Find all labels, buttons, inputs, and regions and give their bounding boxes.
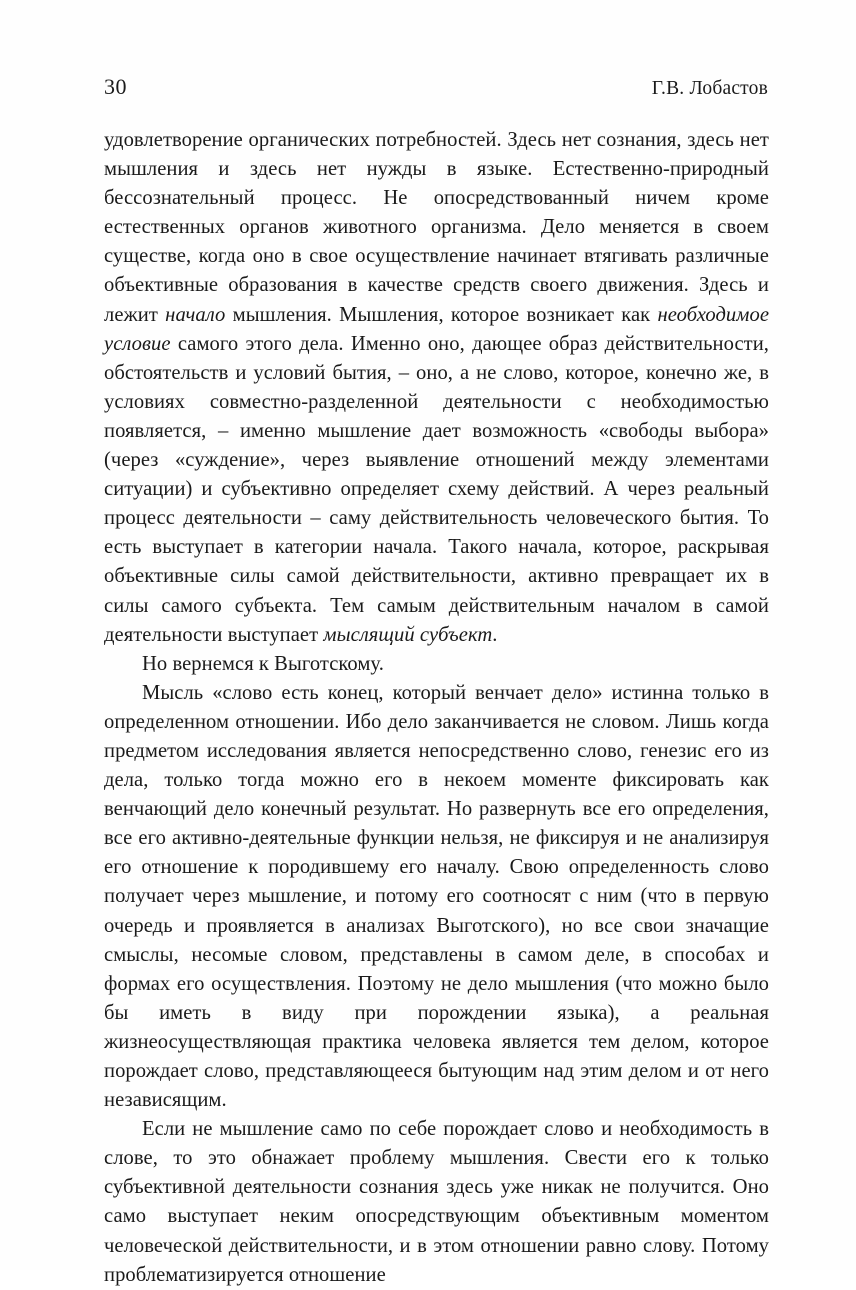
paragraph bbox=[104, 126, 769, 650]
emphasis-text: начало bbox=[165, 303, 226, 326]
paragraph bbox=[104, 1115, 769, 1290]
text-run: удовлетворение органических потребностей. Здесь нет сознания, здесь нет мышления и здесь нет нужды в языке. Естественно-природный бессознательный процесс. Не опосредствованный ничем кроме естественных органов животного организма. Дело меняется в своем существе, когда оно в свое осуществление начинает втягивать различные объективные образования в качестве средств своего движения. Здесь и лежит bbox=[104, 129, 769, 326]
page-header bbox=[104, 74, 768, 100]
text-run: . bbox=[492, 623, 498, 646]
paragraph bbox=[104, 650, 769, 679]
body-text-column bbox=[104, 126, 769, 1290]
paragraph bbox=[104, 679, 769, 1115]
page-number: 30 bbox=[104, 74, 127, 99]
emphasis-text: мыслящий субъект bbox=[323, 623, 493, 646]
text-run: мышления. Мышления, которое возникает как bbox=[225, 303, 658, 326]
text-run: самого этого дела. Именно оно, дающее образ действительности, обстоятельств и условий бытия, – оно, а не слово, которое, конечно же, в условиях совместно-разделенной деятельности с необходимостью появляется, – именно мышление дает возможность «свободы выбора» (через «суждение», через выявление отношений между элементами ситуации) и субъективно определяет схему действий. А через реальный процесс деятельности – саму действительность человеческого бытия. То есть выступает в категории начала. Такого начала, которое, раскрывая объективные силы самой действительности, активно превращает их в силы самого субъекта. Тем самым действительным началом в самой деятельности выступает bbox=[104, 332, 769, 646]
emphasis-text: необходимое условие bbox=[104, 303, 770, 355]
text-run: Но вернемся к Выготскому. bbox=[142, 652, 384, 675]
text-run: Если не мышление само по себе порождает слово и необходимость в слове, то это обнажает проблему мышления. Свести его к только субъективной деятельности сознания здесь уже никак не получится. Оно само выступает неким опосредствующим объективным моментом человеческой действительности, и в этом отношении равно слову. Потому проблематизируется отношение bbox=[104, 1118, 769, 1286]
text-run: Мысль «слово есть конец, который венчает дело» истинна только в определенном отношении. Ибо дело заканчивается не словом. Лишь когда предметом исследования является непосредственно слово, генезис его из дела, только тогда можно его в некоем моменте фиксировать как венчающий дело конечный результат. Но развернуть все его определения, все его активно-деятельные функции нельзя, не фиксируя и не анализируя его отношение к породившему его началу. Свою определенность слово получает через мышление, и потому его соотносят с ним (что в первую очередь и проявляется в анализах Выготского), но все свои значащие смыслы, несомые словом, представлены в самом деле, в способах и формах его осуществления. Поэтому не дело мышления (что можно было бы иметь в виду при порождении языка), а реальная жизнеосуществляющая практика человека является тем делом, которое порождает слово, представляющееся бытующим над этим делом и от него независящим. bbox=[104, 681, 769, 1112]
running-title: Г.В. Лобастов bbox=[651, 78, 768, 99]
